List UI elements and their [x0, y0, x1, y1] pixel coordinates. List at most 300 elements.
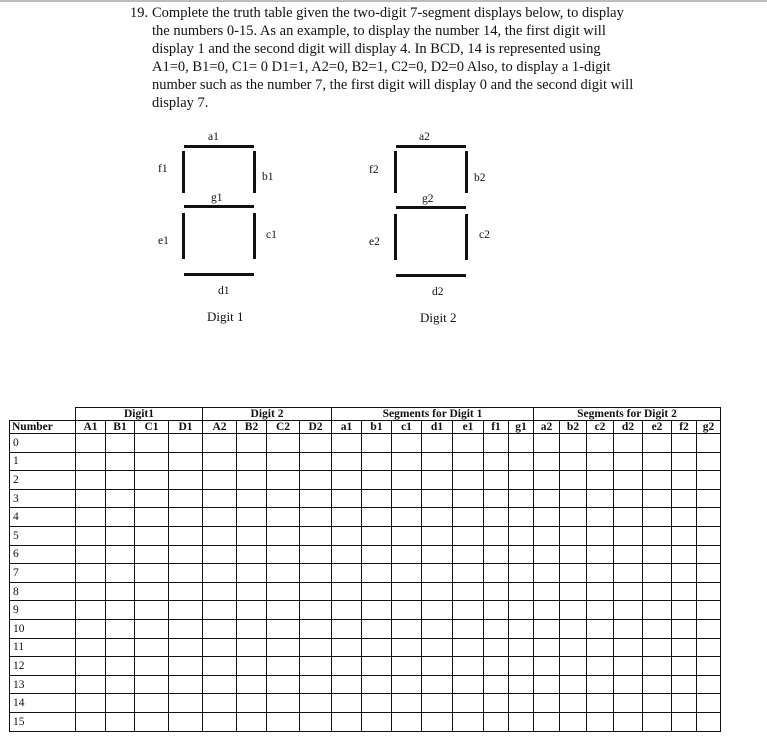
table-cell[interactable] — [697, 582, 721, 601]
table-cell[interactable] — [203, 564, 237, 583]
table-cell[interactable] — [453, 657, 484, 676]
table-cell[interactable] — [169, 434, 203, 453]
table-cell[interactable] — [267, 638, 300, 657]
table-cell[interactable] — [672, 638, 697, 657]
table-cell[interactable] — [697, 694, 721, 713]
table-cell[interactable] — [509, 638, 534, 657]
table-cell[interactable] — [135, 564, 169, 583]
table-cell[interactable] — [237, 564, 267, 583]
table-cell[interactable] — [362, 657, 392, 676]
table-cell[interactable] — [392, 545, 422, 564]
table-cell[interactable] — [106, 452, 135, 471]
table-cell[interactable] — [534, 508, 560, 527]
table-cell[interactable] — [76, 564, 106, 583]
table-cell[interactable] — [614, 619, 643, 638]
table-cell[interactable] — [534, 582, 560, 601]
table-cell[interactable] — [300, 471, 332, 490]
table-cell[interactable] — [267, 619, 300, 638]
table-cell[interactable] — [560, 452, 587, 471]
table-cell[interactable] — [560, 657, 587, 676]
table-cell[interactable] — [392, 564, 422, 583]
table-cell[interactable] — [392, 638, 422, 657]
table-cell[interactable] — [203, 657, 237, 676]
table-cell[interactable] — [534, 471, 560, 490]
table-cell[interactable] — [169, 638, 203, 657]
table-cell[interactable] — [392, 582, 422, 601]
table-cell[interactable] — [484, 694, 509, 713]
table-cell[interactable] — [672, 564, 697, 583]
table-cell[interactable] — [203, 526, 237, 545]
table-cell[interactable] — [509, 508, 534, 527]
table-cell[interactable] — [422, 675, 453, 694]
table-cell[interactable] — [422, 452, 453, 471]
table-cell[interactable] — [643, 508, 672, 527]
table-cell[interactable] — [453, 434, 484, 453]
table-cell[interactable] — [106, 675, 135, 694]
table-cell[interactable] — [672, 434, 697, 453]
table-cell[interactable] — [300, 694, 332, 713]
table-cell[interactable] — [203, 619, 237, 638]
table-cell[interactable] — [203, 601, 237, 620]
table-cell[interactable] — [643, 601, 672, 620]
table-cell[interactable] — [76, 657, 106, 676]
table-cell[interactable] — [697, 508, 721, 527]
table-cell[interactable] — [332, 452, 362, 471]
table-cell[interactable] — [106, 638, 135, 657]
table-cell[interactable] — [453, 471, 484, 490]
table-cell[interactable] — [587, 526, 614, 545]
table-cell[interactable] — [332, 434, 362, 453]
table-cell[interactable] — [672, 619, 697, 638]
table-cell[interactable] — [169, 508, 203, 527]
table-cell[interactable] — [135, 508, 169, 527]
table-cell[interactable] — [643, 471, 672, 490]
table-cell[interactable] — [422, 638, 453, 657]
table-cell[interactable] — [76, 694, 106, 713]
table-cell[interactable] — [643, 712, 672, 731]
table-cell[interactable] — [267, 675, 300, 694]
table-cell[interactable] — [587, 434, 614, 453]
table-cell[interactable] — [560, 694, 587, 713]
table-cell[interactable] — [643, 619, 672, 638]
table-cell[interactable] — [106, 526, 135, 545]
table-cell[interactable] — [614, 564, 643, 583]
table-cell[interactable] — [76, 526, 106, 545]
table-cell[interactable] — [587, 657, 614, 676]
table-cell[interactable] — [203, 545, 237, 564]
table-cell[interactable] — [300, 582, 332, 601]
table-cell[interactable] — [422, 545, 453, 564]
table-cell[interactable] — [509, 452, 534, 471]
table-cell[interactable] — [362, 694, 392, 713]
table-cell[interactable] — [169, 582, 203, 601]
table-cell[interactable] — [672, 526, 697, 545]
table-cell[interactable] — [422, 508, 453, 527]
table-cell[interactable] — [422, 526, 453, 545]
table-cell[interactable] — [169, 712, 203, 731]
table-cell[interactable] — [300, 712, 332, 731]
table-cell[interactable] — [332, 564, 362, 583]
table-cell[interactable] — [697, 434, 721, 453]
table-cell[interactable] — [135, 452, 169, 471]
table-cell[interactable] — [392, 434, 422, 453]
table-cell[interactable] — [135, 471, 169, 490]
table-cell[interactable] — [534, 619, 560, 638]
table-cell[interactable] — [453, 452, 484, 471]
table-cell[interactable] — [362, 489, 392, 508]
table-cell[interactable] — [509, 526, 534, 545]
table-cell[interactable] — [534, 564, 560, 583]
table-cell[interactable] — [614, 582, 643, 601]
table-cell[interactable] — [362, 582, 392, 601]
table-cell[interactable] — [453, 526, 484, 545]
table-cell[interactable] — [135, 526, 169, 545]
table-cell[interactable] — [484, 712, 509, 731]
table-cell[interactable] — [106, 508, 135, 527]
table-cell[interactable] — [362, 434, 392, 453]
table-cell[interactable] — [392, 694, 422, 713]
table-cell[interactable] — [614, 489, 643, 508]
table-cell[interactable] — [76, 471, 106, 490]
table-cell[interactable] — [267, 508, 300, 527]
table-cell[interactable] — [509, 489, 534, 508]
table-cell[interactable] — [697, 638, 721, 657]
table-cell[interactable] — [169, 526, 203, 545]
table-cell[interactable] — [422, 582, 453, 601]
table-cell[interactable] — [697, 601, 721, 620]
table-cell[interactable] — [392, 452, 422, 471]
table-cell[interactable] — [484, 619, 509, 638]
table-cell[interactable] — [614, 452, 643, 471]
table-cell[interactable] — [509, 434, 534, 453]
table-cell[interactable] — [614, 638, 643, 657]
table-cell[interactable] — [135, 582, 169, 601]
table-cell[interactable] — [169, 489, 203, 508]
table-cell[interactable] — [135, 545, 169, 564]
table-cell[interactable] — [76, 619, 106, 638]
table-cell[interactable] — [672, 675, 697, 694]
table-cell[interactable] — [362, 638, 392, 657]
table-cell[interactable] — [169, 675, 203, 694]
table-cell[interactable] — [332, 712, 362, 731]
table-cell[interactable] — [106, 471, 135, 490]
table-cell[interactable] — [697, 712, 721, 731]
table-cell[interactable] — [672, 508, 697, 527]
table-cell[interactable] — [332, 471, 362, 490]
table-cell[interactable] — [106, 582, 135, 601]
table-cell[interactable] — [106, 545, 135, 564]
table-cell[interactable] — [697, 526, 721, 545]
table-cell[interactable] — [237, 508, 267, 527]
table-cell[interactable] — [106, 712, 135, 731]
table-cell[interactable] — [203, 489, 237, 508]
table-cell[interactable] — [484, 657, 509, 676]
table-cell[interactable] — [484, 564, 509, 583]
table-cell[interactable] — [560, 545, 587, 564]
table-cell[interactable] — [587, 694, 614, 713]
table-cell[interactable] — [614, 545, 643, 564]
table-cell[interactable] — [484, 434, 509, 453]
table-cell[interactable] — [453, 508, 484, 527]
table-cell[interactable] — [560, 471, 587, 490]
table-cell[interactable] — [697, 619, 721, 638]
table-cell[interactable] — [237, 712, 267, 731]
table-cell[interactable] — [453, 675, 484, 694]
table-cell[interactable] — [643, 434, 672, 453]
table-cell[interactable] — [614, 434, 643, 453]
table-cell[interactable] — [587, 619, 614, 638]
table-cell[interactable] — [534, 712, 560, 731]
table-cell[interactable] — [587, 675, 614, 694]
table-cell[interactable] — [560, 712, 587, 731]
table-cell[interactable] — [614, 712, 643, 731]
table-cell[interactable] — [203, 582, 237, 601]
table-cell[interactable] — [672, 601, 697, 620]
table-cell[interactable] — [267, 564, 300, 583]
table-cell[interactable] — [672, 489, 697, 508]
table-cell[interactable] — [203, 675, 237, 694]
table-cell[interactable] — [453, 545, 484, 564]
table-cell[interactable] — [422, 601, 453, 620]
table-cell[interactable] — [332, 545, 362, 564]
table-cell[interactable] — [560, 508, 587, 527]
table-cell[interactable] — [484, 452, 509, 471]
table-cell[interactable] — [237, 582, 267, 601]
table-cell[interactable] — [203, 712, 237, 731]
table-cell[interactable] — [300, 657, 332, 676]
table-cell[interactable] — [643, 638, 672, 657]
table-cell[interactable] — [509, 675, 534, 694]
table-cell[interactable] — [76, 601, 106, 620]
table-cell[interactable] — [300, 526, 332, 545]
table-cell[interactable] — [560, 526, 587, 545]
table-cell[interactable] — [267, 434, 300, 453]
table-cell[interactable] — [392, 619, 422, 638]
table-cell[interactable] — [560, 434, 587, 453]
table-cell[interactable] — [697, 564, 721, 583]
table-cell[interactable] — [362, 675, 392, 694]
table-cell[interactable] — [300, 434, 332, 453]
table-cell[interactable] — [76, 489, 106, 508]
table-cell[interactable] — [135, 434, 169, 453]
table-cell[interactable] — [509, 601, 534, 620]
table-cell[interactable] — [643, 675, 672, 694]
table-cell[interactable] — [76, 712, 106, 731]
table-cell[interactable] — [332, 694, 362, 713]
table-cell[interactable] — [135, 712, 169, 731]
table-cell[interactable] — [135, 638, 169, 657]
table-cell[interactable] — [135, 675, 169, 694]
table-cell[interactable] — [614, 471, 643, 490]
table-cell[interactable] — [534, 526, 560, 545]
table-cell[interactable] — [697, 657, 721, 676]
table-cell[interactable] — [534, 434, 560, 453]
table-cell[interactable] — [509, 582, 534, 601]
table-cell[interactable] — [267, 657, 300, 676]
table-cell[interactable] — [169, 619, 203, 638]
table-cell[interactable] — [560, 601, 587, 620]
table-cell[interactable] — [643, 657, 672, 676]
table-cell[interactable] — [509, 619, 534, 638]
table-cell[interactable] — [587, 601, 614, 620]
table-cell[interactable] — [203, 638, 237, 657]
table-cell[interactable] — [614, 657, 643, 676]
table-cell[interactable] — [135, 694, 169, 713]
table-cell[interactable] — [237, 675, 267, 694]
table-cell[interactable] — [76, 452, 106, 471]
table-cell[interactable] — [392, 471, 422, 490]
table-cell[interactable] — [237, 434, 267, 453]
table-cell[interactable] — [237, 471, 267, 490]
table-cell[interactable] — [332, 582, 362, 601]
table-cell[interactable] — [362, 508, 392, 527]
table-cell[interactable] — [267, 489, 300, 508]
table-cell[interactable] — [560, 582, 587, 601]
table-cell[interactable] — [300, 564, 332, 583]
table-cell[interactable] — [392, 508, 422, 527]
table-cell[interactable] — [392, 712, 422, 731]
table-cell[interactable] — [106, 694, 135, 713]
table-cell[interactable] — [422, 712, 453, 731]
table-cell[interactable] — [237, 452, 267, 471]
table-cell[interactable] — [106, 564, 135, 583]
table-cell[interactable] — [106, 657, 135, 676]
table-cell[interactable] — [237, 526, 267, 545]
table-cell[interactable] — [672, 452, 697, 471]
table-cell[interactable] — [697, 471, 721, 490]
table-cell[interactable] — [672, 657, 697, 676]
table-cell[interactable] — [169, 471, 203, 490]
table-cell[interactable] — [362, 471, 392, 490]
table-cell[interactable] — [392, 489, 422, 508]
table-cell[interactable] — [135, 489, 169, 508]
table-cell[interactable] — [203, 452, 237, 471]
table-cell[interactable] — [672, 582, 697, 601]
table-cell[interactable] — [509, 564, 534, 583]
table-cell[interactable] — [135, 619, 169, 638]
table-cell[interactable] — [203, 508, 237, 527]
table-cell[interactable] — [484, 526, 509, 545]
table-cell[interactable] — [453, 712, 484, 731]
table-cell[interactable] — [169, 564, 203, 583]
table-cell[interactable] — [332, 601, 362, 620]
table-cell[interactable] — [267, 601, 300, 620]
table-cell[interactable] — [587, 471, 614, 490]
table-cell[interactable] — [560, 675, 587, 694]
table-cell[interactable] — [484, 545, 509, 564]
table-cell[interactable] — [672, 471, 697, 490]
table-cell[interactable] — [643, 582, 672, 601]
table-cell[interactable] — [106, 619, 135, 638]
table-cell[interactable] — [509, 694, 534, 713]
table-cell[interactable] — [509, 545, 534, 564]
table-cell[interactable] — [509, 657, 534, 676]
table-cell[interactable] — [267, 712, 300, 731]
table-cell[interactable] — [560, 564, 587, 583]
table-cell[interactable] — [332, 508, 362, 527]
table-cell[interactable] — [300, 638, 332, 657]
table-cell[interactable] — [587, 545, 614, 564]
table-cell[interactable] — [534, 489, 560, 508]
table-cell[interactable] — [534, 694, 560, 713]
table-cell[interactable] — [135, 657, 169, 676]
table-cell[interactable] — [362, 564, 392, 583]
table-cell[interactable] — [587, 582, 614, 601]
table-cell[interactable] — [169, 694, 203, 713]
table-cell[interactable] — [300, 452, 332, 471]
table-cell[interactable] — [300, 675, 332, 694]
table-cell[interactable] — [332, 489, 362, 508]
table-cell[interactable] — [300, 508, 332, 527]
table-cell[interactable] — [614, 694, 643, 713]
table-cell[interactable] — [76, 638, 106, 657]
table-cell[interactable] — [392, 675, 422, 694]
table-cell[interactable] — [614, 508, 643, 527]
table-cell[interactable] — [362, 452, 392, 471]
table-cell[interactable] — [169, 545, 203, 564]
table-cell[interactable] — [422, 657, 453, 676]
table-cell[interactable] — [203, 434, 237, 453]
table-cell[interactable] — [169, 452, 203, 471]
table-cell[interactable] — [362, 619, 392, 638]
table-cell[interactable] — [267, 471, 300, 490]
table-cell[interactable] — [300, 545, 332, 564]
table-cell[interactable] — [332, 638, 362, 657]
table-cell[interactable] — [453, 619, 484, 638]
table-cell[interactable] — [332, 619, 362, 638]
table-cell[interactable] — [300, 601, 332, 620]
table-cell[interactable] — [362, 545, 392, 564]
table-cell[interactable] — [587, 508, 614, 527]
table-cell[interactable] — [560, 489, 587, 508]
table-cell[interactable] — [237, 619, 267, 638]
table-cell[interactable] — [267, 545, 300, 564]
table-cell[interactable] — [237, 601, 267, 620]
table-cell[interactable] — [453, 601, 484, 620]
table-cell[interactable] — [484, 601, 509, 620]
table-cell[interactable] — [643, 452, 672, 471]
table-cell[interactable] — [76, 545, 106, 564]
table-cell[interactable] — [237, 489, 267, 508]
table-cell[interactable] — [300, 489, 332, 508]
table-cell[interactable] — [362, 712, 392, 731]
table-cell[interactable] — [587, 638, 614, 657]
table-cell[interactable] — [76, 675, 106, 694]
table-cell[interactable] — [76, 434, 106, 453]
table-cell[interactable] — [484, 638, 509, 657]
table-cell[interactable] — [169, 601, 203, 620]
table-cell[interactable] — [392, 657, 422, 676]
table-cell[interactable] — [509, 471, 534, 490]
table-cell[interactable] — [392, 601, 422, 620]
table-cell[interactable] — [237, 657, 267, 676]
table-cell[interactable] — [106, 489, 135, 508]
table-cell[interactable] — [106, 434, 135, 453]
table-cell[interactable] — [237, 545, 267, 564]
table-cell[interactable] — [672, 712, 697, 731]
table-cell[interactable] — [106, 601, 135, 620]
table-cell[interactable] — [422, 471, 453, 490]
table-cell[interactable] — [267, 452, 300, 471]
table-cell[interactable] — [672, 545, 697, 564]
table-cell[interactable] — [587, 564, 614, 583]
table-cell[interactable] — [672, 694, 697, 713]
table-cell[interactable] — [484, 508, 509, 527]
table-cell[interactable] — [203, 471, 237, 490]
table-cell[interactable] — [453, 564, 484, 583]
table-cell[interactable] — [362, 601, 392, 620]
table-cell[interactable] — [484, 582, 509, 601]
